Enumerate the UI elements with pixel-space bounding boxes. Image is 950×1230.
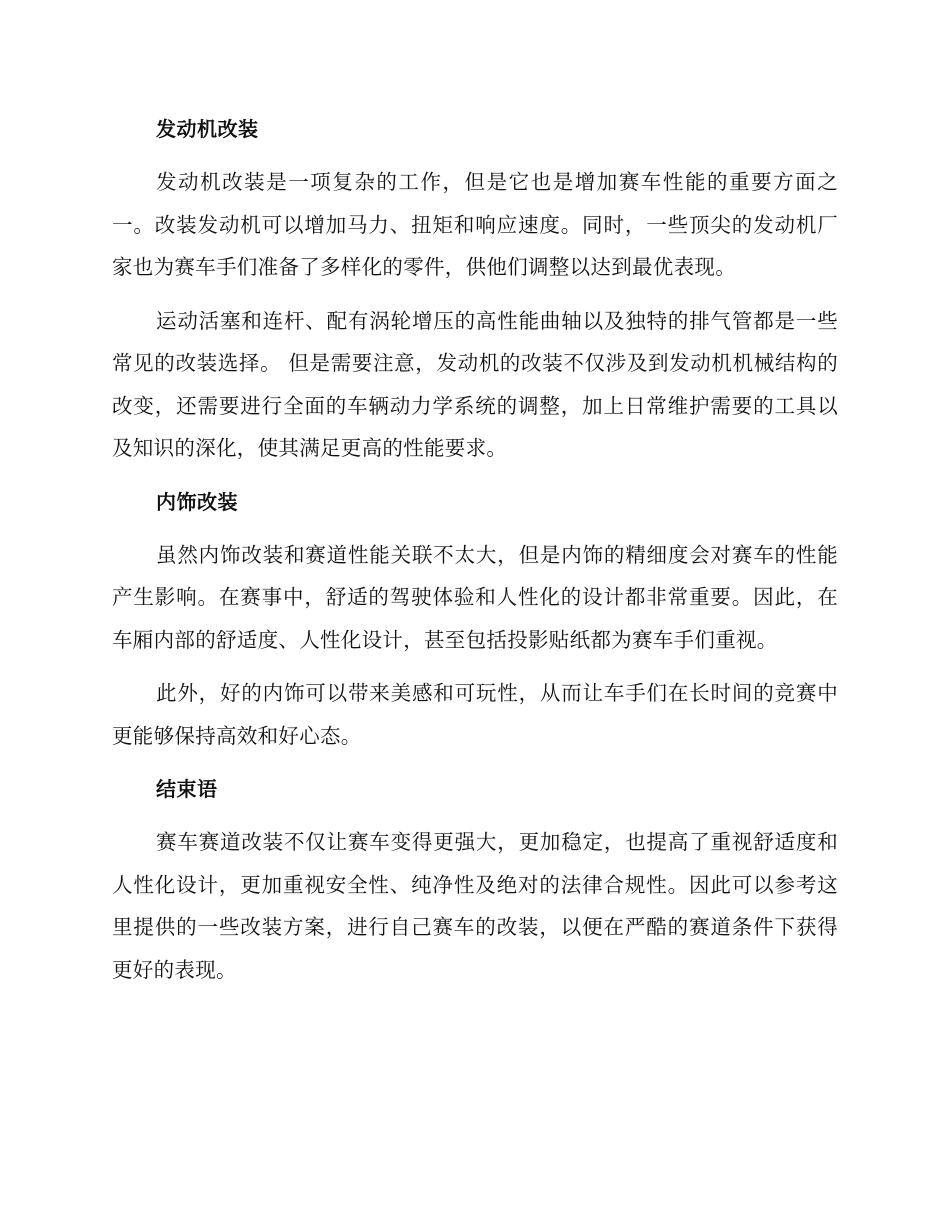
paragraph: 赛车赛道改装不仅让赛车变得更强大，更加稳定，也提高了重视舒适度和人性化设计，更加重视安全性、纯净性及绝对的法律合规性。因此可以参考这里提供的一些改装方案，进行自己赛车的改装，以便在严酷的赛道条件下获得更好的表现。: [112, 830, 838, 982]
paragraph: 运动活塞和连杆、配有涡轮增压的高性能曲轴以及独特的排气管都是一些常见的改装选择。 但是需要注意，发动机的改装不仅涉及到发动机机械结构的改变，还需要进行全面的车辆动力学系统的调整，加上日常维护需要的工具以及知识的深化，使其满足更高的性能要求。: [112, 308, 838, 460]
section-heading: 结束语: [156, 777, 218, 801]
paragraph: 此外，好的内饰可以带来美感和可玩性，从而让车手们在长时间的竞赛中更能够保持高效和好心态。: [112, 681, 838, 748]
section-interior: [112, 481, 838, 758]
section-heading: 内饰改装: [156, 489, 238, 514]
section-engine: [112, 108, 838, 470]
paragraph: 虽然内饰改装和赛道性能关联不太大，但是内饰的精细度会对赛车的性能产生影响。在赛事中，舒适的驾驶体验和人性化的设计都非常重要。因此，在车厢内部的舒适度、人性化设计，甚至包括投影贴纸都为赛车手们重视。: [112, 542, 838, 652]
paragraph: 发动机改装是一项复杂的工作，但是它也是增加赛车性能的重要方面之一。改装发动机可以增加马力、扭矩和响应速度。同时，一些顶尖的发动机厂家也为赛车手们准备了多样化的零件，供他们调整以达到最优表现。: [112, 170, 838, 279]
section-conclusion: [112, 768, 838, 991]
section-heading: 发动机改装: [156, 117, 259, 141]
